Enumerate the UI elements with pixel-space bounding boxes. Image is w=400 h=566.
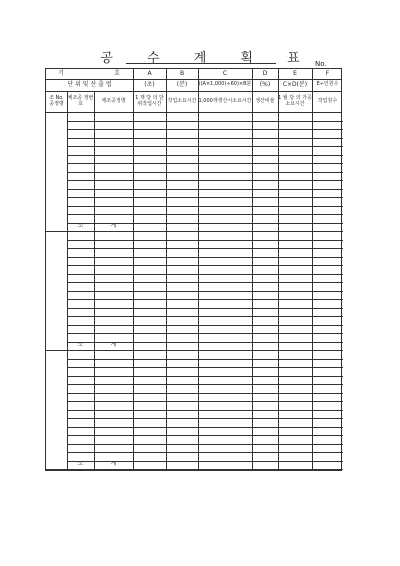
- table-row-line: [67, 452, 343, 453]
- header-unit-time: 1 개 당 의 단위작업시간: [135, 94, 164, 107]
- header-col-a: A: [147, 69, 152, 77]
- table-row-line: [67, 359, 343, 360]
- page-title: 공 수 계 획 표: [100, 51, 315, 66]
- header-ho: 호: [114, 69, 120, 77]
- table-body: [46, 112, 343, 470]
- table-row-line: [67, 180, 343, 181]
- header-process-no: 조 No. 공정명: [49, 94, 64, 107]
- table-row-line: [67, 299, 343, 300]
- header-workers: 작업원수: [317, 97, 338, 104]
- table-row-line: [67, 325, 343, 326]
- table-row-line: [67, 291, 343, 292]
- table-row-line: [67, 282, 343, 283]
- table-row-line: [46, 350, 343, 351]
- table-row-line: [67, 121, 343, 122]
- table-row-line: [67, 189, 343, 190]
- subtotal-label-gye: 계: [110, 222, 117, 230]
- table-row-line: [67, 257, 343, 258]
- table-row-line: [67, 248, 343, 249]
- table-row-line: [67, 376, 343, 377]
- table-row-line: [67, 410, 343, 411]
- subtotal-label-so: 소: [77, 341, 84, 349]
- table-row-line: [46, 231, 343, 232]
- header-required-time: 작업소요시간: [167, 97, 197, 104]
- header-assembly-no: 체조공 정번호: [67, 94, 94, 107]
- unit-a: (초): [144, 80, 155, 88]
- table-row-line: [67, 401, 343, 402]
- table-row-line: [67, 129, 343, 130]
- unit-c: ((A×1,000)÷60)×B분: [198, 81, 252, 88]
- header-1000-time: 1,000개생산시소요시간: [198, 97, 252, 104]
- table-row-line: [67, 138, 343, 139]
- header-col-b: B: [179, 69, 185, 77]
- subtotal-label-so: 소: [77, 222, 84, 230]
- unit-e: C×D(분): [282, 80, 308, 88]
- table-row-line: [67, 393, 343, 394]
- header-unit-method: 단 위 및 산 출 법: [67, 80, 112, 88]
- table-row-line: [67, 435, 343, 436]
- table-row-line: [67, 146, 343, 147]
- header-process-name: 제조공정명: [101, 97, 126, 104]
- unit-d: (%): [259, 80, 271, 88]
- table-row-line: [67, 427, 343, 428]
- document-number-label: No.: [315, 60, 327, 68]
- table-row-line: [67, 155, 343, 156]
- table-row-line: [67, 214, 343, 215]
- header-monthly-time: 1 월 당 의 가공소요시간: [278, 94, 312, 107]
- header-col-c: C: [222, 69, 228, 77]
- table-row-line: [67, 265, 343, 266]
- table-row-line: [67, 197, 343, 198]
- plan-table: [45, 68, 342, 471]
- subtotal-label-so: 소: [77, 460, 84, 468]
- table-row-line: [67, 316, 343, 317]
- title-underline: [126, 63, 276, 64]
- table-row-line: [67, 163, 343, 164]
- table-row-line: [67, 333, 343, 334]
- subtotal-label-gye: 계: [110, 460, 117, 468]
- table-row-line: [67, 206, 343, 207]
- header-production-ratio: 생산비율: [255, 97, 275, 104]
- table-row-line: [67, 444, 343, 445]
- table-row-line: [67, 172, 343, 173]
- table-row-line: [67, 240, 343, 241]
- table-row-line: [67, 384, 343, 385]
- unit-b: (분): [176, 80, 188, 88]
- header-col-f: F: [325, 69, 330, 77]
- header-col-e: E: [293, 69, 297, 77]
- table-row-line: [67, 274, 343, 275]
- table-row-line: [67, 367, 343, 368]
- table-row-line: [67, 418, 343, 419]
- header-col-d: D: [262, 69, 268, 77]
- unit-f: E÷인원수: [316, 81, 339, 88]
- table-row-line: [46, 469, 343, 470]
- table-row-line: [67, 308, 343, 309]
- subtotal-label-gye: 계: [110, 341, 117, 349]
- header-ki: 기: [58, 69, 64, 77]
